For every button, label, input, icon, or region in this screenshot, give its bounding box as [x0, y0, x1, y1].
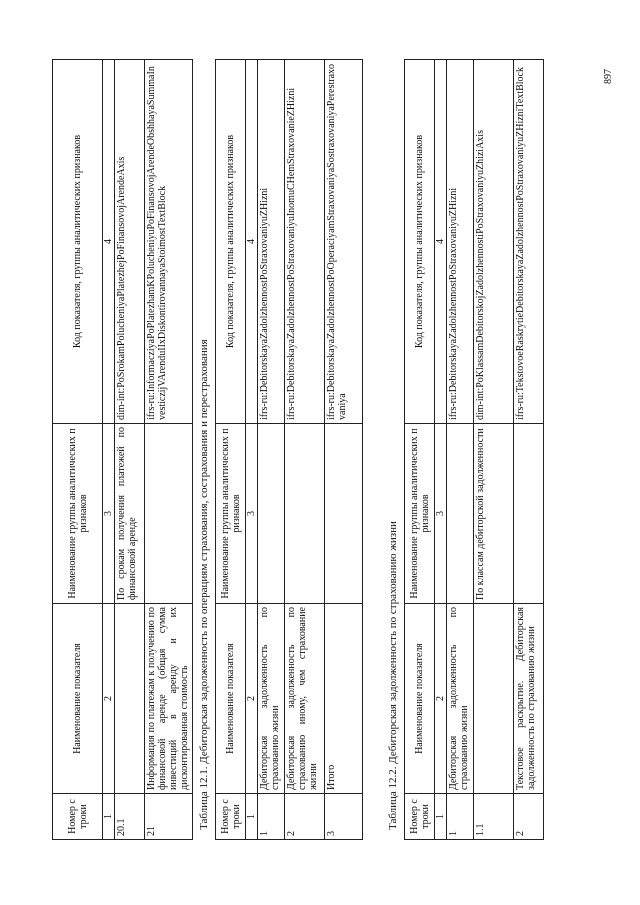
indicator-name	[474, 604, 514, 794]
column-number: 4	[435, 60, 447, 424]
table-row	[474, 60, 514, 840]
table-12-1-section	[215, 60, 363, 840]
column-number: 1	[435, 794, 447, 840]
table-row	[325, 60, 363, 840]
table-row	[514, 60, 544, 840]
table-12-2-caption: Таблица 12.2. Дебиторская задолженность по страхованию жизни	[387, 521, 399, 830]
indicator-code: ifrs-ru:InformacziyaPoPlatezhamKPolucheniyuPoFinansovojArendeObshhayaSummaInvesticzijVArenduIIxDiskontirovannayaStoimostTextBlock	[145, 60, 193, 424]
column-number: 3	[103, 424, 115, 604]
row-number: 3	[325, 794, 363, 840]
page-number: 897	[603, 69, 614, 84]
table-row	[258, 60, 285, 840]
indicator-code: ifrs-ru:DebitorskayaZadolzhennostPoOperaciyamStraxovaniyaSostraxovaniyaPerestraxovaniya	[325, 60, 363, 424]
group-name	[325, 424, 363, 604]
header-indicator-name: Наименование показателя	[53, 604, 103, 794]
column-number: 1	[103, 794, 115, 840]
table-row	[145, 60, 193, 840]
row-number: 2	[514, 794, 544, 840]
header-group-name: Наименование группы аналитических признаков	[53, 424, 103, 604]
table-header-row	[216, 60, 246, 840]
row-number: 1	[447, 794, 474, 840]
table-12-2	[404, 59, 544, 840]
header-indicator-name: Наименование показателя	[216, 604, 246, 794]
indicator-code: ifrs-ru:DebitorskayaZadolzhennostPoStraxovaniyuZHizni	[447, 60, 474, 424]
indicator-name: Текстовое раскрытие. Дебиторская задолженность по страхованию жизни	[514, 604, 544, 794]
row-number: 1	[258, 794, 285, 840]
column-number: 2	[435, 604, 447, 794]
row-number: 2	[285, 794, 325, 840]
indicator-code: dim-int:PoKlassamDebitorskojZadolzhennostiPoStraxovaniyuZhiziAxis	[474, 60, 514, 424]
header-indicator-name: Наименование показателя	[405, 604, 435, 794]
header-row-number: Номер строки	[53, 794, 103, 840]
header-code: Код показателя, группы аналитических признаков	[53, 60, 103, 424]
group-name	[514, 424, 544, 604]
column-number-row	[435, 60, 447, 840]
column-number: 3	[246, 424, 258, 604]
row-number: 21	[145, 794, 193, 840]
indicator-code: dim-int:PoSrokamPolucheniyaPlatezhejPoFinansovojArendeAxis	[115, 60, 145, 424]
header-group-name: Наименование группы аналитических признаков	[405, 424, 435, 604]
indicator-name: Информация по платежам к получению по финансовой аренде (общая сумма инвестиций в аренду и их дисконтированная стоимость	[145, 604, 193, 794]
indicator-code: ifrs-ru:DebitorskayaZadolzhennostPoStraxovaniyuInomuCHemStraxovanieZHizni	[285, 60, 325, 424]
header-group-name: Наименование группы аналитических признаков	[216, 424, 246, 604]
group-name	[447, 424, 474, 604]
group-name	[285, 424, 325, 604]
group-name: По срокам получения платежей по финансовой аренде	[115, 424, 145, 604]
indicator-name: Итого	[325, 604, 363, 794]
column-number: 1	[246, 794, 258, 840]
header-row-number: Номер строки	[405, 794, 435, 840]
column-number: 4	[246, 60, 258, 424]
table-12-1-caption: Таблица 12.1. Дебиторская задолженность по операциям страхования, сострахования и перестрахования	[198, 339, 210, 830]
column-number-row	[246, 60, 258, 840]
row-number: 1.1	[474, 794, 514, 840]
column-number: 2	[103, 604, 115, 794]
table-1	[52, 59, 193, 840]
indicator-code: ifrs-ru:TekstovoeRaskrytieDebitorskayaZadolzhennostPoStraxovaniyuZHizniTextBlock	[514, 60, 544, 424]
table-header-row	[405, 60, 435, 840]
indicator-name: Дебиторская задолженность по страхованию жизни	[447, 604, 474, 794]
rotated-page-content	[52, 60, 592, 840]
indicator-name: Дебиторская задолженность по страхованию иному, чем страхование жизни	[285, 604, 325, 794]
table-12-2-section	[404, 60, 544, 840]
group-name	[258, 424, 285, 604]
header-code: Код показателя, группы аналитических признаков	[216, 60, 246, 424]
column-number: 4	[103, 60, 115, 424]
column-number: 2	[246, 604, 258, 794]
table-row	[447, 60, 474, 840]
table-header-row	[53, 60, 103, 840]
indicator-code: ifrs-ru:DebitorskayaZadolzhennostPoStraxovaniyuZHizni	[258, 60, 285, 424]
table-12-1	[215, 59, 363, 840]
table-1-section	[52, 60, 193, 840]
indicator-name	[115, 604, 145, 794]
header-code: Код показателя, группы аналитических признаков	[405, 60, 435, 424]
group-name	[145, 424, 193, 604]
column-number: 3	[435, 424, 447, 604]
table-row	[285, 60, 325, 840]
table-row	[115, 60, 145, 840]
column-number-row	[103, 60, 115, 840]
indicator-name: Дебиторская задолженность по страхованию жизни	[258, 604, 285, 794]
header-row-number: Номер строки	[216, 794, 246, 840]
group-name: По классам дебиторской задолженности	[474, 424, 514, 604]
row-number: 20.1	[115, 794, 145, 840]
